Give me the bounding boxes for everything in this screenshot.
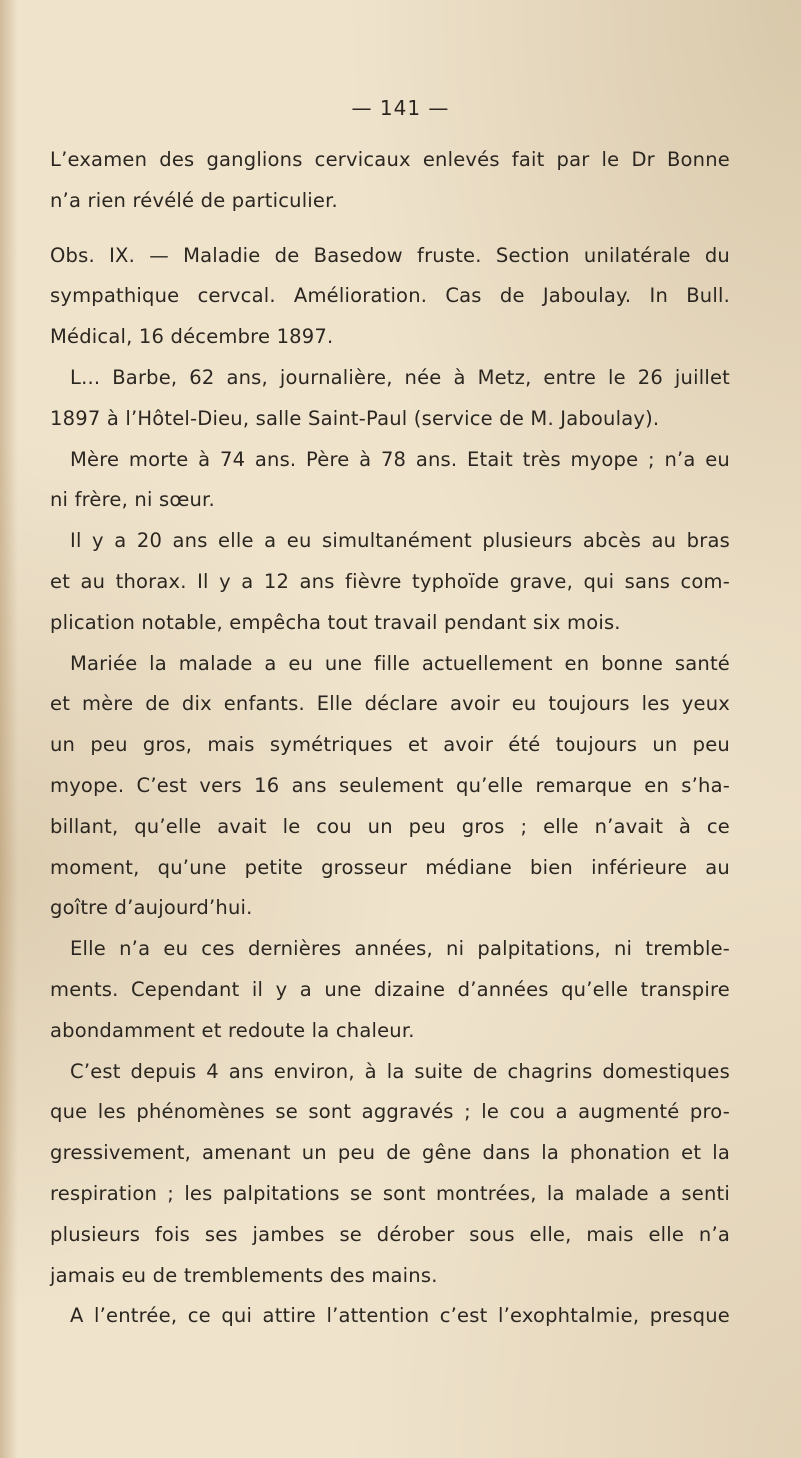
text-line-p4-l1: Mère morte à 74 ans. Père à 78 ans. Etait très myope ; n’a eu <box>70 447 730 471</box>
text-line-p1-l1: L’examen des ganglions cervicaux enlevés fait par le Dr Bonne <box>50 148 730 171</box>
text-line-p7-l1: Elle n’a eu ces dernières années, ni palpitations, ni tremble- <box>70 937 730 961</box>
text-line-obs-l2: sympathique cervcal. Amélioration. Cas de Jaboulay. In Bull. <box>50 284 730 308</box>
text-line-obs-l1: Obs. IX. — Maladie de Basedow fruste. Section unilatérale du <box>50 243 730 267</box>
text-line-p6-l7: goître d’aujourd’hui. <box>50 896 253 920</box>
text-line-p5-l3: plication notable, empêcha tout travail pendant six mois. <box>50 610 621 634</box>
text-line-p8-l3: gressivement, amenant un peu de gêne dans la phonation et la <box>50 1141 730 1165</box>
text-line-p4-l2: ni frère, ni sœur. <box>50 488 215 512</box>
text-line-p6-l2: et mère de dix enfants. Elle déclare avoir eu toujours les yeux <box>50 692 730 716</box>
body-text <box>50 140 730 1337</box>
text-line-p6-l3: un peu gros, mais symétriques et avoir été toujours un peu <box>50 733 730 757</box>
text-line-p8-l4: respiration ; les palpitations se sont montrées, la malade a senti <box>50 1181 730 1205</box>
text-line-p5-l1: Il y a 20 ans elle a eu simultanément plusieurs abcès au bras <box>70 529 730 553</box>
text-line-p6-l1: Mariée la malade a eu une fille actuellement en bonne santé <box>70 651 730 675</box>
text-line-p7-l3: abondamment et redoute la chaleur. <box>50 1018 415 1042</box>
text-line-p1-l2: n’a rien révélé de particulier. <box>50 188 338 212</box>
text-line-p3-l2: 1897 à l’Hôtel-Dieu, salle Saint-Paul (service de M. Jaboulay). <box>50 406 660 430</box>
text-line-p8-l2: que les phénomènes se sont aggravés ; le cou a augmenté pro- <box>50 1100 730 1124</box>
page-number: — 141 — <box>351 96 450 120</box>
text-line-obs-l3: Médical, 16 décembre 1897. <box>50 325 334 349</box>
text-line-p3-l1: L... Barbe, 62 ans, journalière, née à Metz, entre le 26 juillet <box>70 365 730 389</box>
text-line-p6-l6: moment, qu’une petite grosseur médiane bien inférieure au <box>50 855 730 879</box>
text-line-p8-l5: plusieurs fois ses jambes se dérober sous elle, mais elle n’a <box>50 1222 730 1246</box>
text-line-p8-l1: C’est depuis 4 ans environ, à la suite de chagrins domestiques <box>70 1059 730 1083</box>
text-line-p6-l4: myope. C’est vers 16 ans seulement qu’elle remarque en s’ha- <box>50 773 730 797</box>
text-line-p7-l2: ments. Cependant il y a une dizaine d’années qu’elle transpire <box>50 977 730 1001</box>
page-edge-shadow <box>0 0 18 1458</box>
text-line-p6-l5: billant, qu’elle avait le cou un peu gros ; elle n’avait à ce <box>50 814 730 838</box>
text-line-p9-l1: A l’entrée, ce qui attire l’attention c’est l’exophtalmie, presque <box>70 1304 730 1328</box>
text-line-p8-l6: jamais eu de tremblements des mains. <box>50 1263 438 1287</box>
text-line-p5-l2: et au thorax. Il y a 12 ans fièvre typhoïde grave, qui sans com- <box>50 569 730 593</box>
